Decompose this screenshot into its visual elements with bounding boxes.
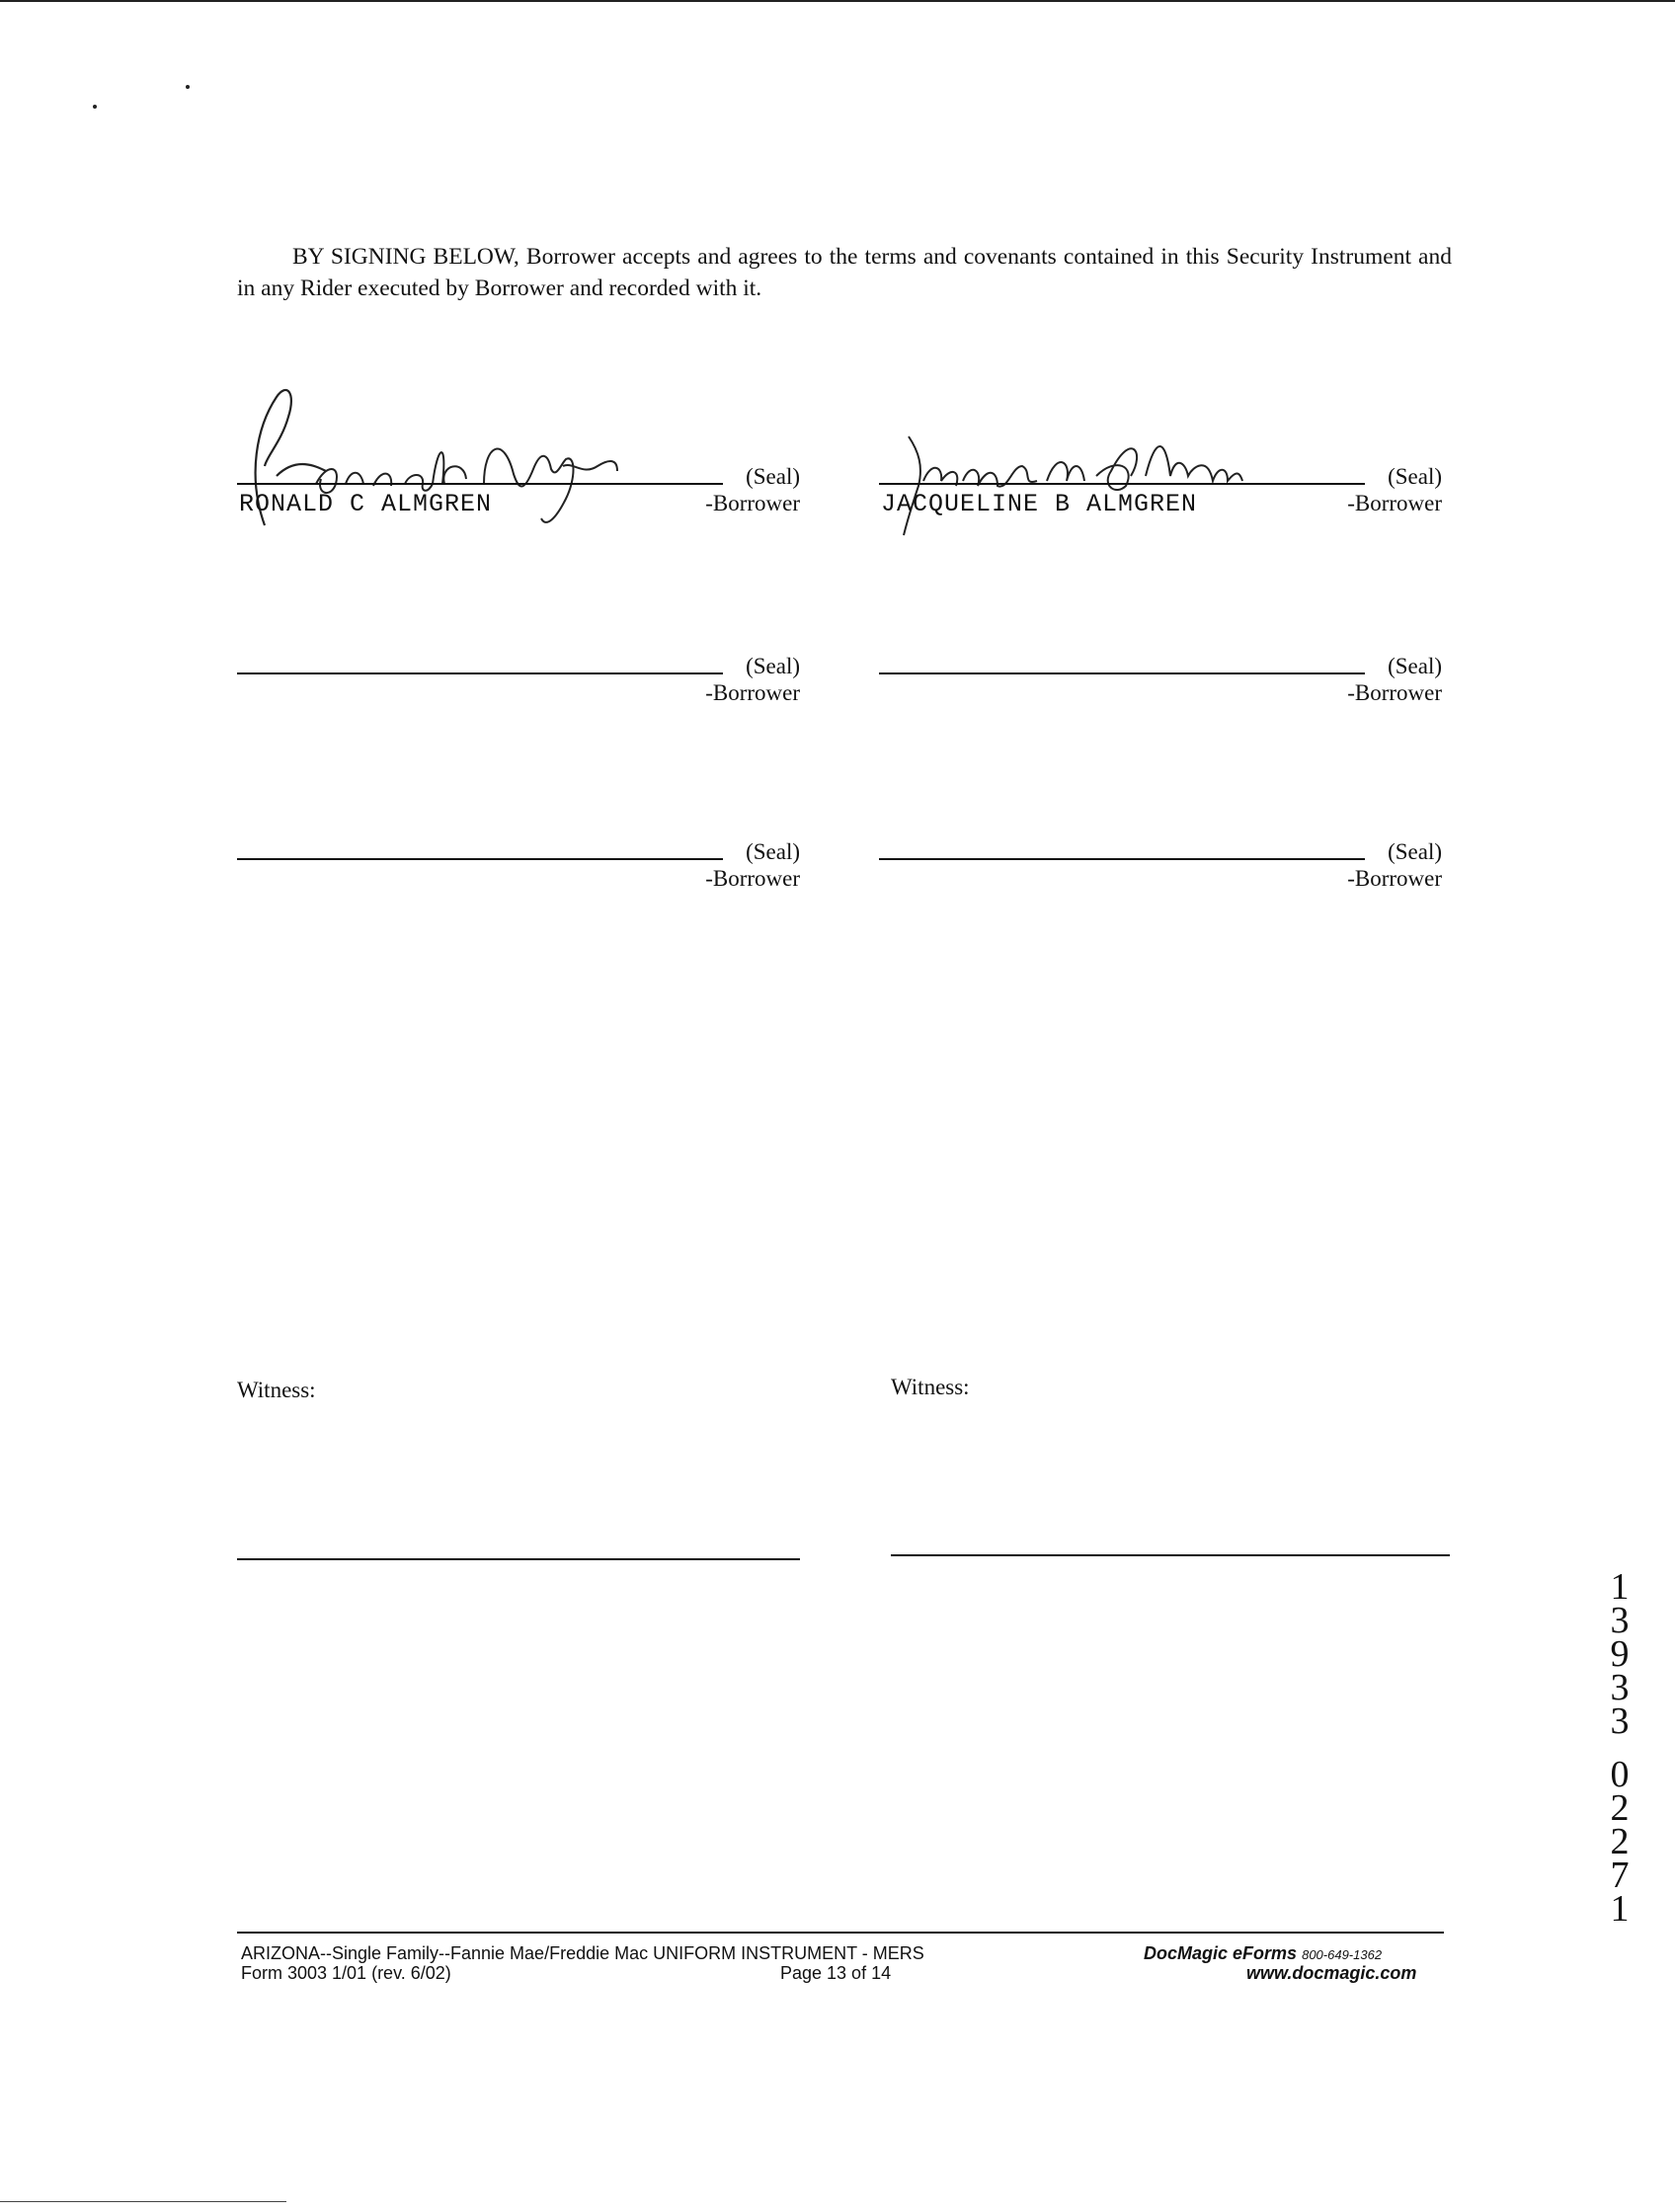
recording-number-stamp: 1 3 9 3 3 0 2 2 7 1 bbox=[1610, 1566, 1630, 1930]
borrower-printed-name: RONALD C ALMGREN bbox=[239, 490, 493, 518]
docmagic-brand: DocMagic eForms 800-649-1362 bbox=[1144, 1943, 1383, 1963]
signature-line[interactable] bbox=[879, 672, 1365, 674]
borrower-label: -Borrower bbox=[1347, 491, 1442, 515]
signature-block-ronald bbox=[237, 456, 800, 518]
witness-label: Witness: bbox=[891, 1375, 970, 1399]
borrower-printed-name: JACQUELINE B ALMGREN bbox=[881, 490, 1198, 518]
signing-statement: BY SIGNING BELOW, Borrower accepts and agrees to the terms and covenants contained in this Security Instrument and in any Rider executed by Borrower and recorded with it. bbox=[237, 244, 1452, 301]
signature-line[interactable] bbox=[237, 858, 723, 860]
scan-speck bbox=[93, 105, 97, 109]
seal-label: (Seal) bbox=[746, 464, 800, 489]
bottom-border bbox=[0, 2201, 286, 2202]
signature-line[interactable] bbox=[237, 672, 723, 674]
docmagic-website[interactable]: www.docmagic.com bbox=[1246, 1963, 1417, 1983]
borrower-label: -Borrower bbox=[705, 491, 800, 515]
signature-line[interactable] bbox=[879, 858, 1365, 860]
seal-label: (Seal) bbox=[1388, 839, 1442, 864]
witness-label: Witness: bbox=[237, 1378, 316, 1402]
signature-block-jacqueline bbox=[879, 456, 1442, 518]
seal-label: (Seal) bbox=[746, 654, 800, 678]
borrower-label: -Borrower bbox=[705, 866, 800, 891]
borrower-label: -Borrower bbox=[705, 680, 800, 705]
scan-speck bbox=[186, 85, 190, 89]
borrower-label: -Borrower bbox=[1347, 680, 1442, 705]
seal-label: (Seal) bbox=[1388, 654, 1442, 678]
signature-block-blank bbox=[237, 831, 800, 891]
signature-block-blank bbox=[879, 831, 1442, 891]
seal-label: (Seal) bbox=[1388, 464, 1442, 489]
signature-line bbox=[879, 483, 1365, 485]
form-number: Form 3003 1/01 (rev. 6/02) bbox=[241, 1963, 451, 1983]
witness-signature-line[interactable] bbox=[237, 1558, 800, 1560]
signature-line bbox=[237, 483, 723, 485]
form-title: ARIZONA--Single Family--Fannie Mae/Freddie Mac UNIFORM INSTRUMENT - MERS bbox=[241, 1943, 924, 1963]
witness-signature-line[interactable] bbox=[891, 1554, 1450, 1556]
page-number: Page 13 of 14 bbox=[780, 1963, 892, 1983]
top-border bbox=[0, 0, 1675, 2]
borrower-label: -Borrower bbox=[1347, 866, 1442, 891]
signature-block-blank bbox=[237, 646, 800, 705]
seal-label: (Seal) bbox=[746, 839, 800, 864]
signature-block-blank bbox=[879, 646, 1442, 705]
footer-rule bbox=[237, 1932, 1444, 1934]
